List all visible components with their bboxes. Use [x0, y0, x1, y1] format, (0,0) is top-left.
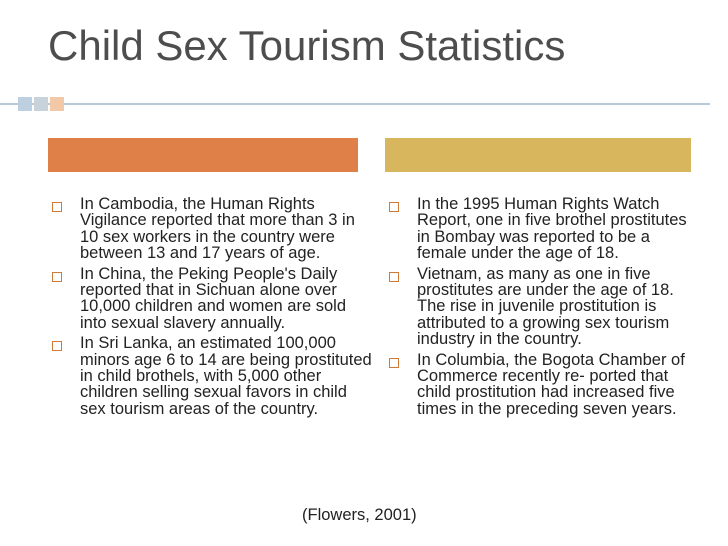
bullet-text: In Cambodia, the Human Rights Vigilance reported that more than 3 in 10 sex workers in the country were between 13 and 17 years of age. [80, 195, 355, 263]
bullet-item [389, 352, 699, 418]
right-column-header-bar [385, 138, 691, 172]
square-bullet-icon [389, 358, 399, 368]
decor-square-orange [50, 97, 64, 111]
square-bullet-icon [52, 341, 62, 351]
bullet-item [389, 196, 699, 262]
bullet-item [52, 266, 372, 332]
bullet-text: In Columbia, the Bogota Chamber of Commerce recently re- ported that child prostitution had increased five times in the preceding seven years. [417, 350, 685, 418]
square-bullet-icon [52, 202, 62, 212]
square-bullet-icon [52, 272, 62, 282]
decor-square-gray [34, 97, 48, 111]
title-divider [0, 97, 728, 111]
left-column-header-bar [48, 138, 358, 172]
decor-square-blue [18, 97, 32, 111]
bullet-text: In the 1995 Human Rights Watch Report, one in five brothel prostitutes in Bombay was reported to be a female under the age of 18. [417, 195, 687, 263]
right-column [389, 196, 699, 421]
citation: (Flowers, 2001) [302, 506, 417, 524]
bullet-text: In China, the Peking People's Daily reported that in Sichuan alone over 10,000 children and women are sold into sexual slavery annually. [80, 264, 347, 332]
square-bullet-icon [389, 272, 399, 282]
bullet-text: In Sri Lanka, an estimated 100,000 minors age 6 to 14 are being prostituted in child brothels, with 5,000 other children selling sexual favors in child sex tourism areas of the country. [80, 334, 372, 418]
left-column [52, 196, 372, 421]
bullet-item [52, 196, 372, 262]
divider-line [0, 103, 710, 105]
bullet-item [52, 335, 372, 417]
slide-title: Child Sex Tourism Statistics [48, 22, 566, 69]
square-bullet-icon [389, 202, 399, 212]
bullet-text: Vietnam, as many as one in five prostitutes are under the age of 18. The rise in juvenile prostitution is attributed to a growing sex tourism industry in the country. [417, 264, 674, 349]
bullet-item [389, 266, 699, 348]
